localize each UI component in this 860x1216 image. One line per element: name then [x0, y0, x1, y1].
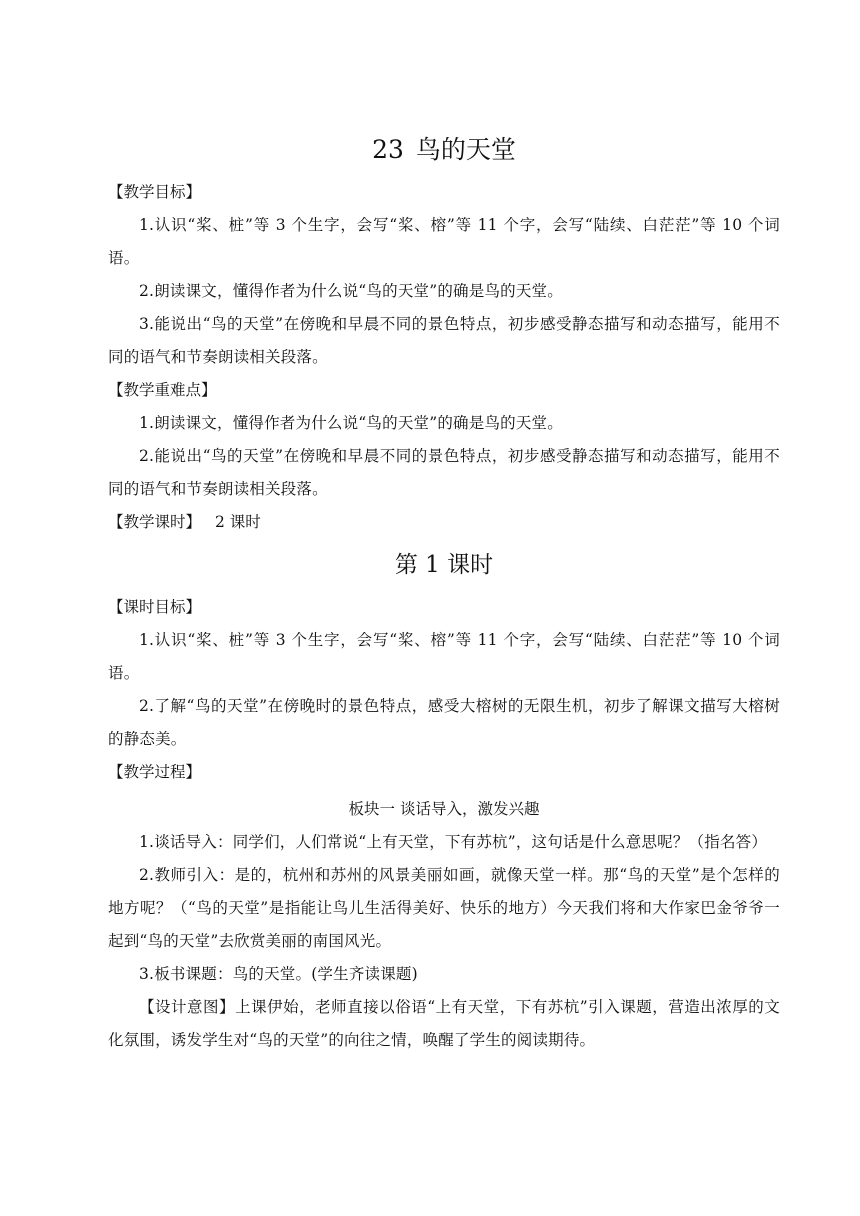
teaching-hours-value: 2 课时	[215, 513, 261, 531]
key-points-heading: 【教学重难点】	[108, 381, 217, 399]
teaching-goals-heading: 【教学目标】	[108, 183, 202, 201]
key-point-2: 2.能说出“鸟的天堂”在傍晚和早晨不同的景色特点，初步感受静态描写和动态描写，能用不同的语气和节奏朗读相关段落。	[108, 447, 780, 498]
teaching-hours-heading: 【教学课时】	[108, 513, 202, 531]
key-point-1: 1.朗读课文，懂得作者为什么说“鸟的天堂”的确是鸟的天堂。	[139, 414, 563, 432]
period-goal-1: 1.认识“桨、桩”等 3 个生字，会写“桨、榕”等 11 个字，会写“陆续、白茫茫”等 10 个词语。	[108, 631, 780, 682]
lesson-number: 23	[372, 135, 404, 164]
block-1-step-1: 1.谈话导入：同学们，人们常说“上有天堂，下有苏杭”，这句话是什么意思呢？（指名答）	[139, 833, 768, 851]
teaching-process-heading: 【教学过程】	[108, 763, 202, 781]
period-goal-2: 2.了解“鸟的天堂”在傍晚时的景色特点，感受大榕树的无限生机，初步了解课文描写大榕树的静态美。	[108, 697, 780, 748]
document-content	[108, 130, 780, 1057]
block-1-step-2: 2.教师引入：是的，杭州和苏州的风景美丽如画，就像天堂一样。那“鸟的天堂”是个怎样的地方呢？（“鸟的天堂”是指能让鸟儿生活得美好、快乐的地方）今天我们将和大作家巴金爷爷一起到“鸟的天堂”去欣赏美丽的南国风光。	[108, 866, 780, 950]
block-1-title: 板块一 谈话导入，激发兴趣	[348, 800, 540, 818]
block-1-step-3: 3.板书课题：鸟的天堂。(学生齐读课题)	[139, 965, 418, 983]
teaching-goal-2: 2.朗读课文，懂得作者为什么说“鸟的天堂”的确是鸟的天堂。	[139, 282, 563, 300]
design-intent-label: 【设计意图】	[139, 998, 236, 1016]
lesson-title-text: 鸟的天堂	[415, 135, 516, 164]
teaching-hours-line	[108, 506, 780, 539]
lesson-title	[108, 130, 780, 170]
lesson-period-title: 第 1 课时	[394, 552, 494, 578]
period-goals-heading: 【课时目标】	[108, 598, 202, 616]
teaching-goal-3: 3.能说出“鸟的天堂”在傍晚和早晨不同的景色特点，初步感受静态描写和动态描写，能用不同的语气和节奏朗读相关段落。	[108, 315, 780, 366]
design-intent-text: 上课伊始，老师直接以俗语“上有天堂，下有苏杭”引入课题，营造出浓厚的文化氛围，诱发学生对“鸟的天堂”的向往之情，唤醒了学生的阅读期待。	[108, 998, 781, 1049]
teaching-goal-1: 1.认识“桨、桩”等 3 个生字，会写“桨、榕”等 11 个字，会写“陆续、白茫茫”等 10 个词语。	[108, 216, 780, 267]
design-intent	[108, 991, 780, 1057]
